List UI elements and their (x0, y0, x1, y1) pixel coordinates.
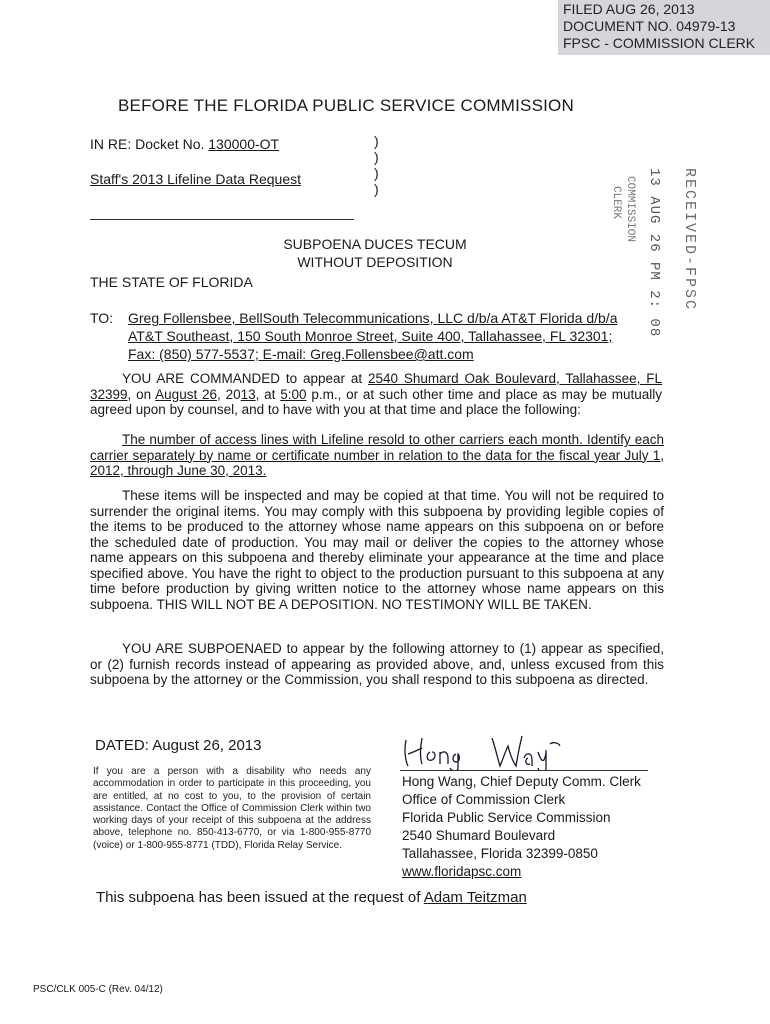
appearance-time: 5:00 (280, 386, 307, 402)
officer-street: 2540 Shumard Boulevard (402, 828, 556, 843)
officer-name-title: Hong Wang, Chief Deputy Comm. Clerk (402, 774, 641, 789)
in-re-label: IN RE: Docket No. (90, 136, 209, 152)
addressee-line2: AT&T Southeast, 150 South Monroe Street, Suite 400, Tallahassee, FL 32301; (128, 328, 613, 344)
appearance-date: August 26 (155, 386, 218, 402)
received-stamp-label: RECEIVED-FPSC (681, 168, 698, 312)
addressee-line3: Fax: (850) 577-5537; E-mail: Greg.Follensbee@att.com (128, 346, 474, 362)
officer-block (402, 773, 641, 881)
items-requested-paragraph (90, 432, 664, 479)
addressee-line1: Greg Follensbee, BellSouth Telecommunications, LLC d/b/a AT&T Florida d/b/a (128, 310, 618, 326)
form-id: PSC/CLK 005-C (Rev. 04/12) (33, 984, 163, 995)
signature-line (400, 770, 648, 771)
signature-image (400, 732, 580, 770)
received-stamp-line1: COMMISSION (624, 176, 636, 243)
subpoena-title-line1: SUBPOENA DUCES TECUM (283, 236, 467, 252)
dated-line: DATED: August 26, 2013 (95, 737, 262, 754)
received-stamp-line2: CLERK (610, 186, 622, 220)
addressee-block (128, 309, 618, 363)
page-title: BEFORE THE FLORIDA PUBLIC SERVICE COMMISSION (118, 96, 574, 115)
caption-parens: ) ) ) ) (374, 133, 379, 197)
appearance-address: 2540 Shumard Oak Boulevard, Tallahassee, FL 32399 (90, 371, 663, 402)
command-paragraph: YOU ARE COMMANDED to appear at 2540 Shumard Oak Boulevard, Tallahassee, FL 32399, on August 26, 2013, at 5:00 p.m., or at such other time and place as may be mutually agreed upon by counsel, and to have with you at that time and place the following: (90, 371, 663, 417)
subpoena-title-line2: WITHOUT DEPOSITION (297, 254, 453, 270)
filed-clerk: FPSC - COMMISSION CLERK (563, 35, 756, 51)
docket-number: 130000-OT (208, 136, 280, 152)
document-number: DOCUMENT NO. 04979-13 (563, 18, 736, 34)
matter-title: Staff's 2013 Lifeline Data Request (90, 171, 301, 187)
officer-office: Office of Commission Clerk (402, 792, 566, 807)
filed-stamp-box (558, 0, 770, 55)
officer-website-link[interactable]: www.floridapsc.com (402, 864, 522, 879)
state-of-florida: THE STATE OF FLORIDA (90, 274, 253, 290)
disability-notice: If you are a person with a disability who needs any accommodation in order to participate in this proceeding, you are entitled, at no cost to you, to the provision of certain assistance. Contact the Office of Commission Clerk within two working days of your receipt of this subpoena at the address above, telephone no. 850-413-6770, or via 1-800-955-8770 (voice) or 1-800-955-8771 (TDD), Florida Relay Service. (93, 766, 371, 851)
officer-city: Tallahassee, Florida 32399-0850 (402, 846, 598, 861)
inspection-paragraph: These items will be inspected and may be copied at that time. You will not be required to surrender the original items. You may comply with this subpoena by providing legible copies of the items to be produced to the attorney whose name appears on this subpoena on or before the scheduled date of production. You may mail or deliver the copies to the attorney whose name appears on this subpoena and thereby eliminate your appearance at the time and place specified above. You have the right to object to the production pursuant to this subpoena at any time before production by giving written notice to the attorney whose name appears on this subpoena. THIS WILL NOT BE A DEPOSITION. NO TESTIMONY WILL BE TAKEN. (90, 488, 664, 612)
officer-agency: Florida Public Service Commission (402, 810, 611, 825)
requesting-attorney: Adam Teitzman (423, 889, 527, 906)
issued-at-request: This subpoena has been issued at the request of Adam Teitzman (96, 889, 527, 906)
subpoenaed-paragraph: YOU ARE SUBPOENAED to appear by the following attorney to (1) appear as specified, or (2) furnish records instead of appearing as provided above, and, unless excused from this subpoena by the attorney or the Commission, you shall respond to this subpoena as directed. (90, 641, 664, 687)
appearance-year: 13 (240, 386, 256, 402)
filed-date: FILED AUG 26, 2013 (563, 1, 695, 17)
received-stamp-datetime: 13 AUG 26 PM 2: 08 (646, 168, 662, 338)
caption-divider (90, 219, 354, 220)
to-label: TO: (90, 310, 114, 326)
docket-caption (90, 136, 279, 152)
items-requested: The number of access lines with Lifeline resold to other carriers each month. Identify each carrier separately by name or certificate number in relation to the data for the fiscal year July 1, 2012, through June 30, 2013. (90, 432, 664, 478)
